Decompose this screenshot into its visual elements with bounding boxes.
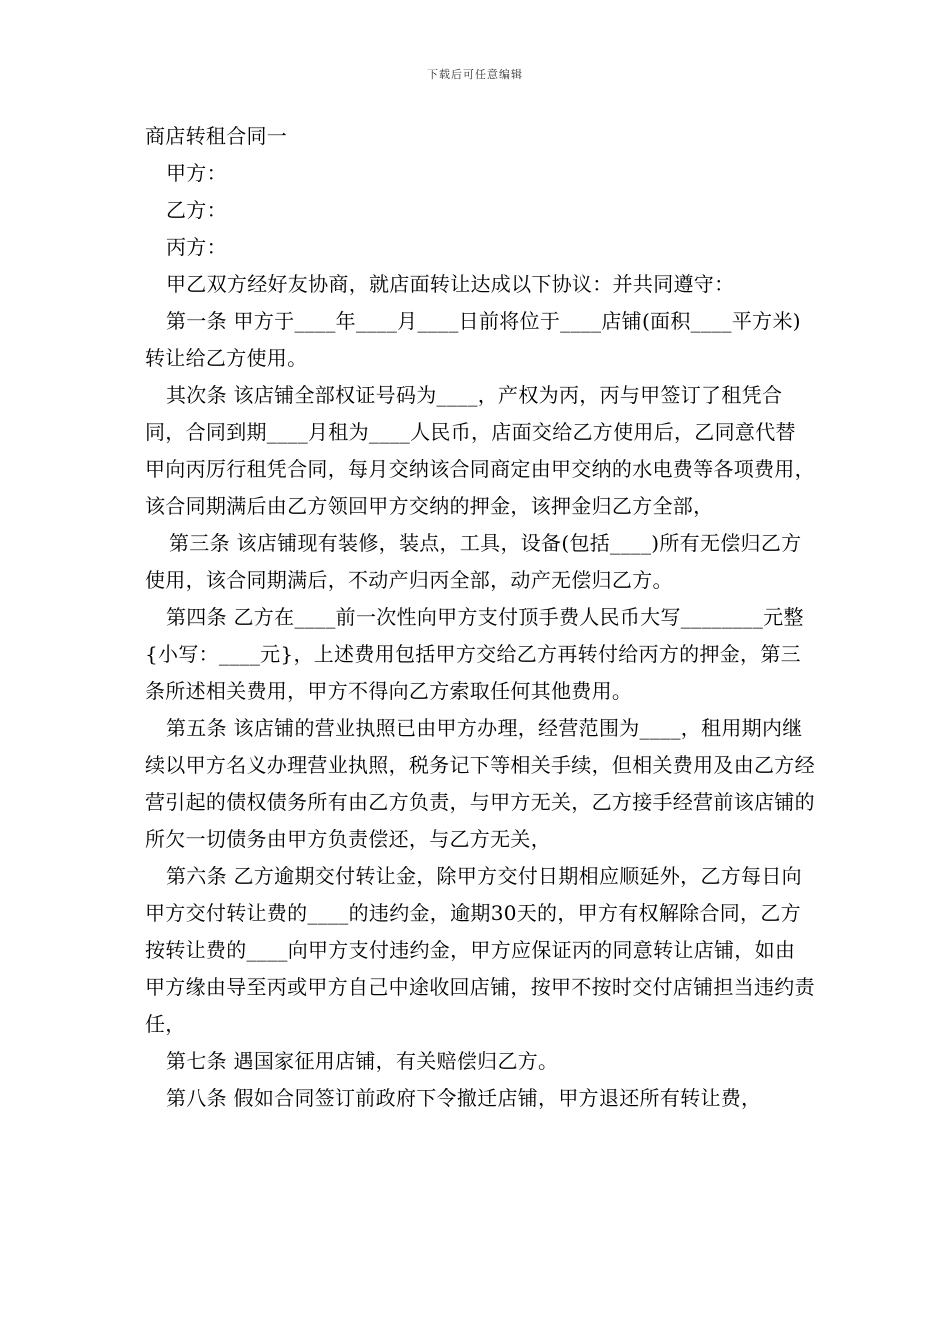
page-header: 下载后可任意编辑 <box>427 68 523 81</box>
contract-body <box>145 118 815 1117</box>
party-a-line: 甲方： <box>166 161 227 185</box>
article-7: 第七条 遇国家征用店铺，有关赔偿归乙方。 <box>166 1049 559 1073</box>
intro-paragraph: 甲乙双方经好友协商，就店面转让达成以下协议：并共同遵守： <box>166 272 735 296</box>
article-2: 其次条 该店铺全部权证号码为____，产权为丙，丙与甲签订了租凭合同，合同到期____月租为____人民币，店面交给乙方使用后，乙同意代替甲向丙厉行租凭合同，每月交纳该合同商定由甲交纳的水电费等各项费用，该合同期满后由乙方领回甲方交纳的押金，该押金归乙方全部， <box>145 383 815 518</box>
article-8: 第八条 假如合同签订前政府下令撤迁店铺，甲方退还所有转让费， <box>166 1086 762 1110</box>
article-1: 第一条 甲方于____年____月____日前将位于____店铺(面积____平方米)转让给乙方使用。 <box>145 309 801 370</box>
article-6: 第六条 乙方逾期交付转让金，除甲方交付日期相应顺延外，乙方每日向甲方交付转让费的____的违约金，逾期30天的，甲方有权解除合同，乙方按转让费的____向甲方支付违约金，甲方应保证丙的同意转让店铺，如由甲方缘由导至丙或甲方自己中途收回店铺，按甲不按时交付店铺担当违约责任， <box>145 864 815 1036</box>
article-5: 第五条 该店铺的营业执照已由甲方办理，经营范围为____，租用期内继续以甲方名义办理营业执照，税务记下等相关手续，但相关费用及由乙方经营引起的债权债务所有由乙方负责，与甲方无关，乙方接手经营前该店铺的所欠一切债务由甲方负责偿还，与乙方无关， <box>145 716 815 851</box>
article-3: 第三条 该店铺现有装修，装点，工具，设备(包括____)所有无偿归乙方使用，该合同期满后，不动产归丙全部，动产无偿归乙方。 <box>145 531 802 592</box>
contract-title: 商店转租合同一 <box>145 124 288 148</box>
article-4: 第四条 乙方在____前一次性向甲方支付顶手费人民币大写________元整{小写：____元}，上述费用包括甲方交给乙方再转付给丙方的押金，第三条所述相关费用，甲方不得向乙方索取任何其他费用。 <box>145 605 804 703</box>
party-b-line: 乙方： <box>166 198 227 222</box>
party-c-line: 丙方： <box>166 235 227 259</box>
